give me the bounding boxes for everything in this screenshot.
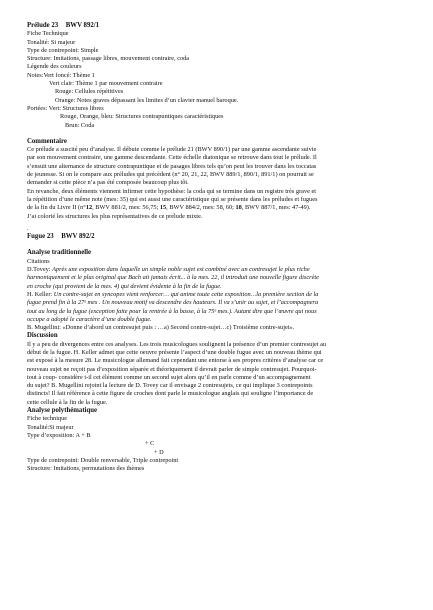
tovey-name: D.Tovey:	[27, 266, 53, 274]
commentaire-line: par son mouvement contraire, une gamme descendante. Cette échelle diatonique se retrouve dans tout le prélude. Il	[27, 154, 317, 162]
commentaire-line: la répétition d’une même note (mes: 35) qui est aussi une caractéristique qui se présente dans les préludes et fugues	[27, 195, 318, 203]
commentaire-heading: Commentaire	[27, 137, 67, 145]
prelude-notes: Notes:Vert foncé: Thème 1	[27, 71, 95, 79]
tovey-quote: en croche (qui provient de la mes. 4) qui devient évidente à la fin de la fugue.	[27, 282, 222, 290]
prelude-orange: Orange: Notes graves dépassant les limites d’un clavier manuel baroque.	[55, 96, 239, 104]
fugue-title	[27, 233, 411, 241]
discussion-line: du sujet? B. Mugellini rejoint la lecture de D. Tovey car il envisage 2 contresujets, ce qui implique 3 contrepoints	[27, 382, 313, 390]
poly-type-expo: Type d’exposition: A + B	[27, 431, 91, 439]
fugue-title-bwv: BWV 892/2	[61, 233, 95, 241]
discussion-heading: Discussion	[27, 332, 58, 340]
prelude-title-name: Prélude 23	[27, 22, 59, 29]
prelude-structure: Structure: Imitations, passage libres, mouvement contraire, coda	[27, 55, 190, 63]
poly-type-cp: Type de contrepoint: Double renversable, Triple contrepoint	[27, 456, 179, 464]
discussion-line: distincts! Il fait référence à cette figure de croches dont parle le musicologue anglais qui souligne l’importance de	[27, 390, 314, 398]
commentaire-line: J’ai colorié les structures les plus représentatives de ce prélude mixte.	[27, 212, 203, 220]
poly-tonalite: Tonalité:Si majeur	[27, 423, 74, 431]
citations-label: Citations	[27, 257, 50, 265]
commentaire-number: 18	[235, 204, 242, 212]
commentaire-line	[27, 204, 411, 212]
poly-fiche: Fiche technique	[27, 415, 68, 423]
poly-expo-d: + D	[154, 448, 164, 456]
tovey-quote: harmoniquement et le plus original que Bach ait jamais écrit... à la mes. 22, il introduit une nouvelle figure discrète	[27, 274, 319, 282]
analyse-heading: Analyse traditionnelle	[27, 249, 92, 257]
prelude-tonalite: Tonalité: Si majeur	[27, 38, 76, 46]
keller-quote: occupe a adopté le caractère d’une double fugue.	[27, 315, 152, 323]
discussion-line: tout à coup- considère t-il cet élément comme un second sujet alors qu’il en parle comme d’un accompagnement	[27, 373, 311, 381]
commentaire-line: de jeunesse. Si on le compare aux préludes qui précèdent (n° 20, 21, 22, BWV 889/1, 890/1, 891/1) on pourrait se	[27, 171, 314, 179]
commentaire-number: 15	[159, 204, 167, 212]
keller-line	[27, 291, 411, 299]
prelude-portees: Portées: Vert: Structures libres	[27, 104, 104, 112]
commentaire-number: 12	[85, 204, 93, 212]
discussion-line: Il y a peu de divergences entre ces analyses. Les trois musicologues soulignent la présence d’un premier contresujet au	[27, 340, 327, 348]
separator-dot: .	[27, 224, 29, 232]
tovey-quote: Après une exposition dans laquelle un simple noble sujet est combiné avec un contresujet le plus riche	[52, 266, 310, 274]
tovey-line	[27, 266, 411, 274]
poly-expo-c: + C	[145, 440, 155, 448]
prelude-title	[27, 22, 411, 30]
fugue-title-name: Fugue 23	[27, 233, 54, 241]
prelude-title-bwv: BWV 892/1	[65, 22, 100, 29]
commentaire-text: , BWV 884/2, mes: 58, 60;	[166, 204, 236, 212]
keller-quote: fugue prend fin à la 27ᵉ mes . Un nouveau motif va descendre des hauteurs. Il va s’unir au sujet, et l’accompagnera	[27, 299, 319, 307]
prelude-rouge: Rouge: Cellules répétitives	[55, 88, 124, 96]
prelude-type: Type de contrepoint: Simple	[27, 46, 99, 54]
prelude-brun: Brun: Coda	[65, 121, 95, 129]
commentaire-text: , BWV 881/2, mes: 56,75;	[92, 204, 160, 212]
commentaire-line: s’ensuit une alternance de structure contrapuntique et de pasages libres tels qu’on peut les trouver dans les toccatas	[27, 162, 317, 170]
keller-quote: tout au long de la fugue (exception faite pour la rentrée à la basse, à la 75ᵉ mes.). Autant dire que l’œuvre qui nous	[27, 307, 317, 315]
commentaire-line: demander si cette pièce n’a pas été composée beaucoup plus tôt.	[27, 179, 189, 187]
commentaire-text: de la fin du Livre II (n°	[27, 204, 86, 212]
poly-heading: Analyse polythématique	[27, 407, 98, 415]
prelude-legende: Légende des couleurs	[27, 63, 82, 71]
discussion-line: cette cellule à la fin de la fugue.	[27, 398, 108, 406]
prelude-vert-clair: Vert clair: Thème 1 par mouvement contraire	[49, 80, 163, 88]
prelude-fiche: Fiche Technique	[27, 30, 69, 38]
mugellini-line: B. Mugellini: «Donne d’abord un contresujet puis : …a) Second contre-sujet…c) Troisième contre-sujet».	[27, 324, 295, 332]
commentaire-text: , BWV 887/1, mes: 47-49).	[241, 204, 311, 212]
keller-name: H. Keller:	[27, 290, 54, 298]
discussion-line: nouveau sujet ne reçoit pas d’exposition séparée et théoriquement il devrait parler de simple contresujet. Pourquoi-	[27, 365, 317, 373]
prelude-rob: Rouge, Orange, bleu: Structures contrapuntiques caractéristiques	[60, 113, 224, 121]
commentaire-line: En revanche, deux éléments viennent infirmer cette hypothèse: la coda qui se termine dans un registre très grave et	[27, 187, 317, 195]
discussion-line: est exposé à la mesure 28. Le musicologue allemand fait cependant une entorse à ses propres critères d’analyse car ce	[27, 357, 324, 365]
commentaire-line: Ce prélude a suscité peu d’analyse. Il débute comme le prélude 21 (BWV 890/1) par une gamme ascendante suivie	[27, 146, 317, 154]
keller-quote: Un contre-sujet en syncopes vient renforcer… qui anime toute cette exposition…la première section de la	[53, 290, 319, 298]
discussion-line: début de la fugue. H. Keller admet que cette oeuvre présente l’aspect d’une double fugue avec un nouveau thème qui	[27, 348, 322, 356]
poly-structure: Structure: Imitations, permutations des thèmes	[27, 465, 145, 473]
